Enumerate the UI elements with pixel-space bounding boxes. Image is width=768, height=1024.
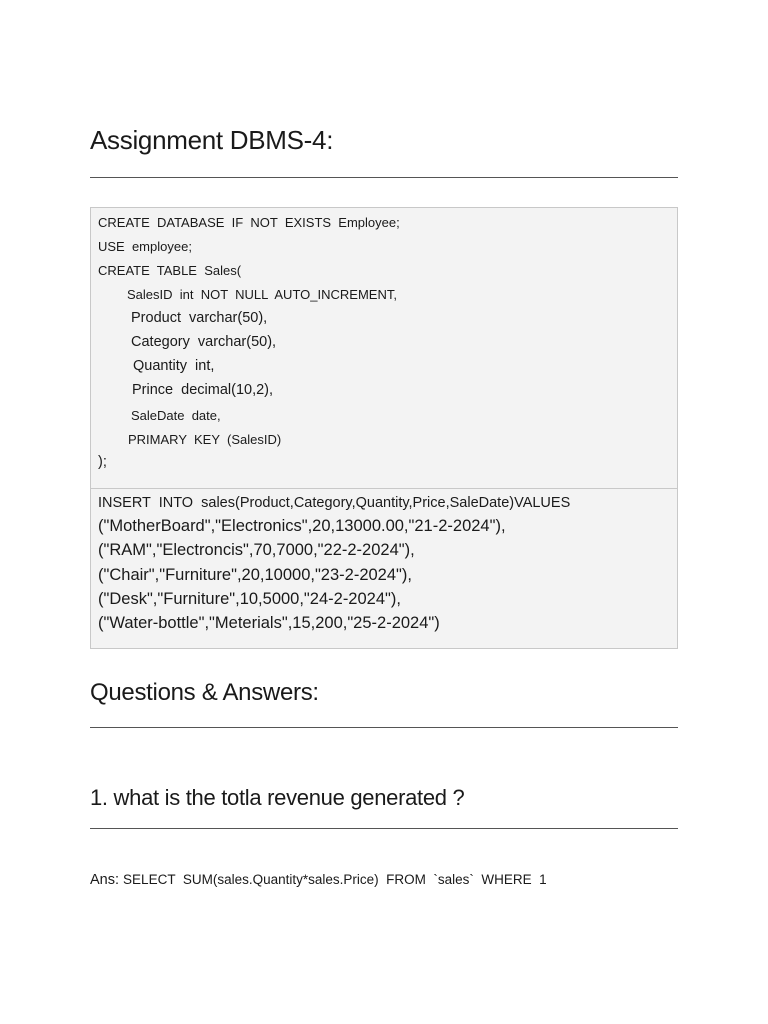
code-line: ("MotherBoard","Electronics",20,13000.00,"21-2-2024"),: [98, 517, 506, 535]
code-line: CREATE DATABASE IF NOT EXISTS Employee;: [98, 215, 400, 230]
code-line: INSERT INTO sales(Product,Category,Quantity,Price,SaleDate)VALUES: [98, 495, 571, 511]
qa-heading: Questions & Answers:: [90, 679, 319, 706]
code-line: ("RAM","Electroncis",70,7000,"22-2-2024"),: [98, 541, 415, 559]
code-line: );: [98, 454, 107, 470]
code-line: Category varchar(50),: [131, 334, 277, 350]
code-line: CREATE TABLE Sales(: [98, 263, 242, 278]
code-line: USE employee;: [98, 239, 192, 254]
question-divider: [90, 828, 678, 829]
code-line: ("Water-bottle","Meterials",15,200,"25-2-2024"): [98, 614, 440, 632]
code-line: ("Chair","Furniture",20,10000,"23-2-2024"),: [98, 566, 412, 584]
question-1: 1. what is the totla revenue generated ?: [90, 785, 465, 810]
insert-values-code-block: [90, 488, 678, 649]
code-line: SaleDate date,: [131, 408, 221, 423]
qa-divider: [90, 727, 678, 728]
create-table-code-block: [90, 207, 678, 489]
code-line: ("Desk","Furniture",10,5000,"24-2-2024"),: [98, 590, 401, 608]
title-divider: [90, 177, 678, 178]
code-line: SalesID int NOT NULL AUTO_INCREMENT,: [127, 287, 397, 302]
answer-label: Ans:: [90, 872, 124, 888]
code-line: Prince decimal(10,2),: [132, 382, 274, 398]
code-line: PRIMARY KEY (SalesID): [128, 432, 282, 447]
page-title: Assignment DBMS-4:: [90, 125, 334, 155]
answer-1: [90, 871, 547, 889]
answer-code: SELECT SUM(sales.Quantity*sales.Price) FROM `sales` WHERE 1: [123, 872, 547, 887]
code-line: Quantity int,: [133, 358, 215, 374]
code-line: Product varchar(50),: [131, 310, 268, 326]
